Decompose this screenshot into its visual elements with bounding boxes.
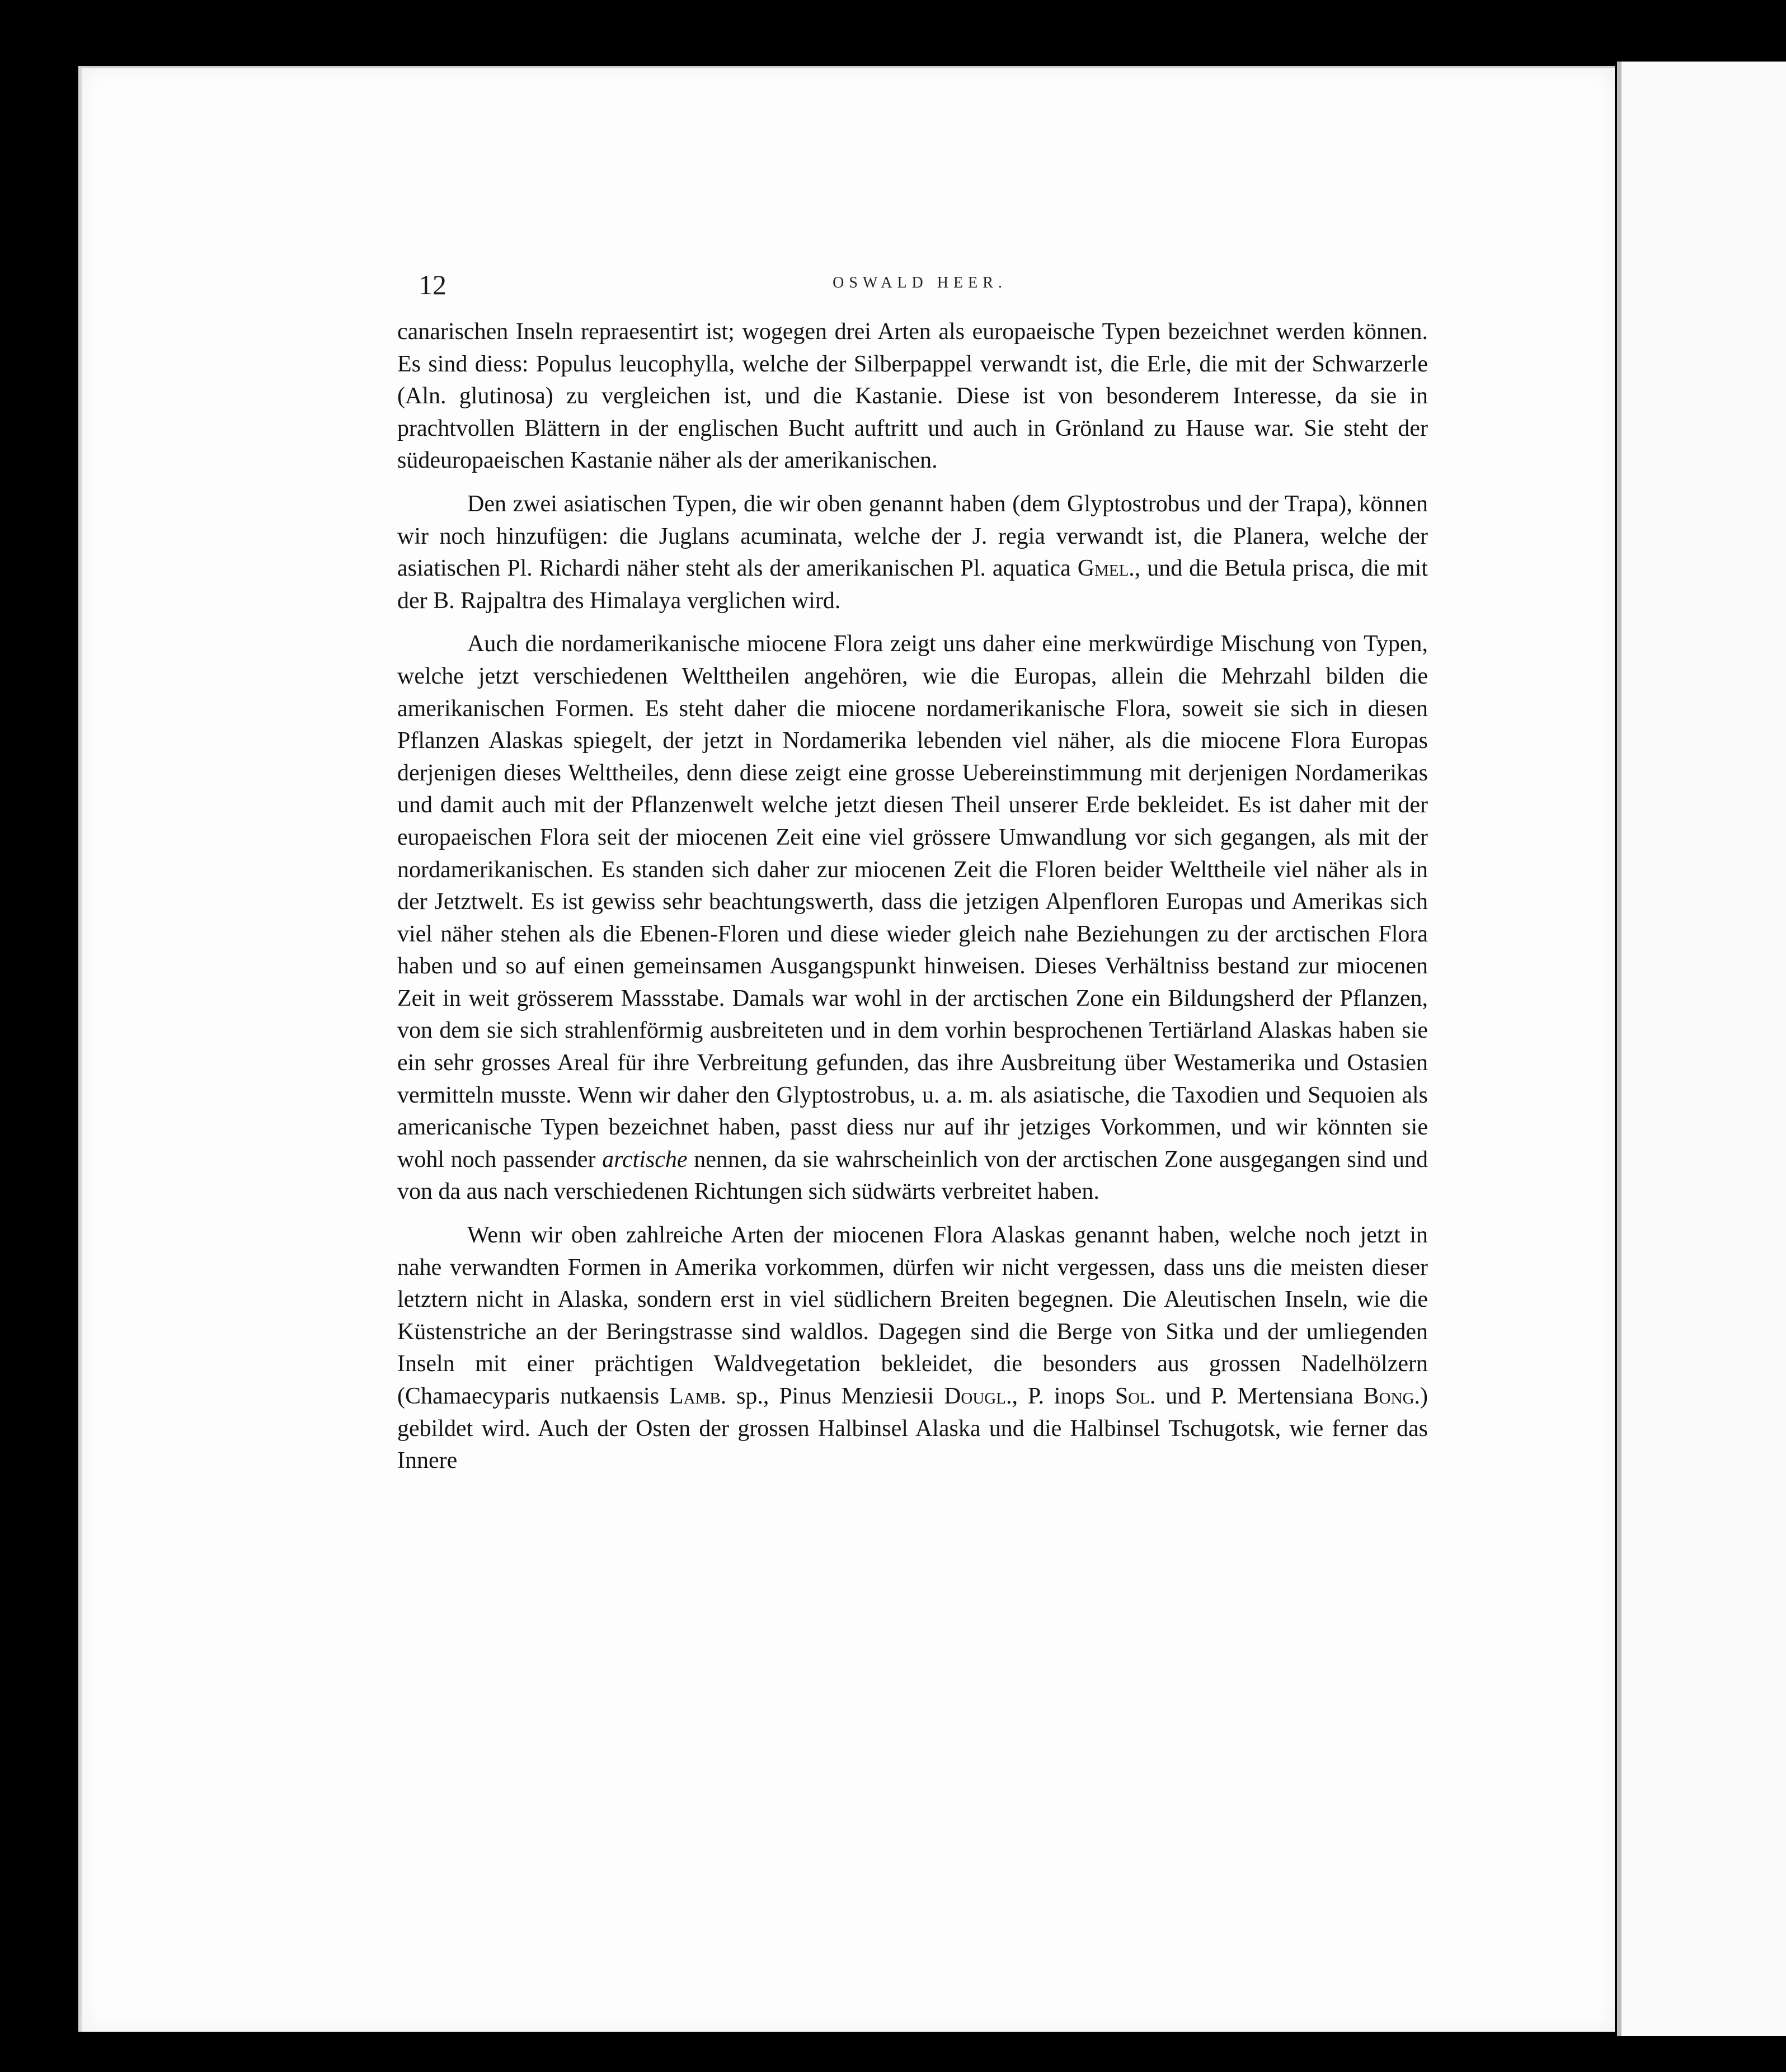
paragraph-text: , P. inops [1012,1383,1115,1409]
paragraph-text: canarischen Inseln repraesentirt ist; wogegen drei Arten als europaeische Typen bezeichnet werden können. Es sind diess: Populus leucophylla, welche der Silberpappel verwandt ist, die Erle, die mit der Schwarzerle (Aln. glutinosa) zu vergleichen ist, und die Kastanie. Diese ist von besonderem Interesse, da sie in prachtvollen Blättern in der englischen Bucht auftritt und auch in Grönland zu Hause war. Sie steht der südeuropaeischen Kastanie näher als der amerikanischen. [397,319,1428,474]
paragraph-text: , und die Betula prisca, die mit der B. Rajpaltra des Himalaya verglichen wird. [397,555,1428,614]
paragraph-4 [397,1219,1428,1477]
paragraph-text: ) gebildet wird. Auch der Osten der grossen Halbinsel Alaska und die Halbinsel Tschugotsk, wie ferner das Innere [397,1383,1428,1474]
running-head: OSWALD HEER. [833,274,1007,291]
paragraph-text: Auch die nordamerikanische miocene Flora zeigt uns daher eine merkwürdige Mischung von Typen, welche jetzt verschiedenen Welttheilen angehören, wie die Europas, allein die Mehrzahl bilden die amerikanischen Formen. Es steht daher die miocene nordamerikanische Flora, soweit sie sich in diesen Pflanzen Alaskas spiegelt, der jetzt in Nordamerika lebenden viel näher, als die miocene Flora Europas derjenigen dieses Welttheiles, denn diese zeigt eine grosse Uebereinstimmung mit derjenigen Nordamerikas und damit auch mit der Pflanzenwelt welche jetzt diesen Theil unserer Erde bekleidet. Es ist daher mit der europaeischen Flora seit der miocenen Zeit eine viel grössere Umwandlung vor sich gegangen, als mit der nordamerikanischen. Es standen sich daher zur miocenen Zeit die Floren beider Welttheile viel näher als in der Jetztwelt. Es ist gewiss sehr beachtungswerth, dass die jetzigen Alpenfloren Europas und Amerikas sich viel näher stehen als die Ebenen-Floren und diese wieder gleich nahe Beziehungen zu der arctischen Flora haben und so auf einen gemeinsamen Ausgangspunkt hinweisen. Dieses Verhältniss bestand zur miocenen Zeit in weit grösserem Massstabe. Damals war wohl in der arctischen Zone ein Bildungsherd der Pflanzen, von dem sie sich strahlenförmig ausbreiteten und in dem vorhin besprochenen Tertiärland Alaskas haben sie ein sehr grosses Areal für ihre Verbreitung gefunden, das ihre Ausbreitung über Westamerika und Ostasien vermitteln musste. Wenn wir daher den Glyptostrobus, u. a. m. als asiatische, die Taxodien und Sequoien als americanische Typen bezeichnet haben, passt diess nur auf ihr jetziges Vorkommen, und wir könnten sie wohl noch passender [397,631,1428,1172]
author-abbreviation: Dougl. [944,1383,1012,1409]
page-header [419,269,1421,302]
author-abbreviation: Gmel. [1077,555,1135,582]
paragraph-1 [397,316,1428,477]
paragraph-2 [397,488,1428,617]
body-text [397,316,1428,1489]
paragraph-text: Den zwei asiatischen Typen, die wir oben genannt haben (dem Glyptostrobus und der Trapa), können wir noch hinzufügen: die Juglans acuminata, welche der J. regia verwandt ist, die Planera, welche der asiatischen Pl. Richardi näher steht als der amerikanischen Pl. aquatica [397,491,1428,582]
adjacent-page-edge [1617,62,1786,2036]
paragraph-text: und P. Mertensiana [1155,1383,1364,1409]
paragraph-text: sp., Pinus Menziesii [726,1383,944,1409]
paragraph-text: Wenn wir oben zahlreiche Arten der miocenen Flora Alaskas genannt haben, welche noch jetzt in nahe verwandten Formen in Amerika vorkommen, dürfen wir nicht vergessen, dass uns die meisten dieser letztern nicht in Alaska, sondern erst in viel südlichern Breiten begegnen. Die Aleutischen Inseln, wie die Küstenstriche an der Beringstrasse sind waldlos. Dagegen sind die Berge von Sitka und der umliegenden Inseln mit einer prächtigen Waldvegetation bekleidet, die besonders aus grossen Nadelhölzern (Chamaecyparis nutkaensis [397,1222,1428,1409]
page-number: 12 [419,269,446,300]
paragraph-3 [397,628,1428,1208]
author-abbreviation: Lamb. [669,1383,727,1409]
italic-term: arctische [602,1146,688,1172]
author-abbreviation: Sol. [1115,1383,1156,1409]
paragraph-text: nennen, da sie wahrscheinlich von der arctischen Zone ausgegangen sind und von da aus nach verschiedenen Richtungen sich südwärts verbreitet haben. [397,1146,1428,1205]
author-abbreviation: Bong. [1363,1383,1421,1409]
